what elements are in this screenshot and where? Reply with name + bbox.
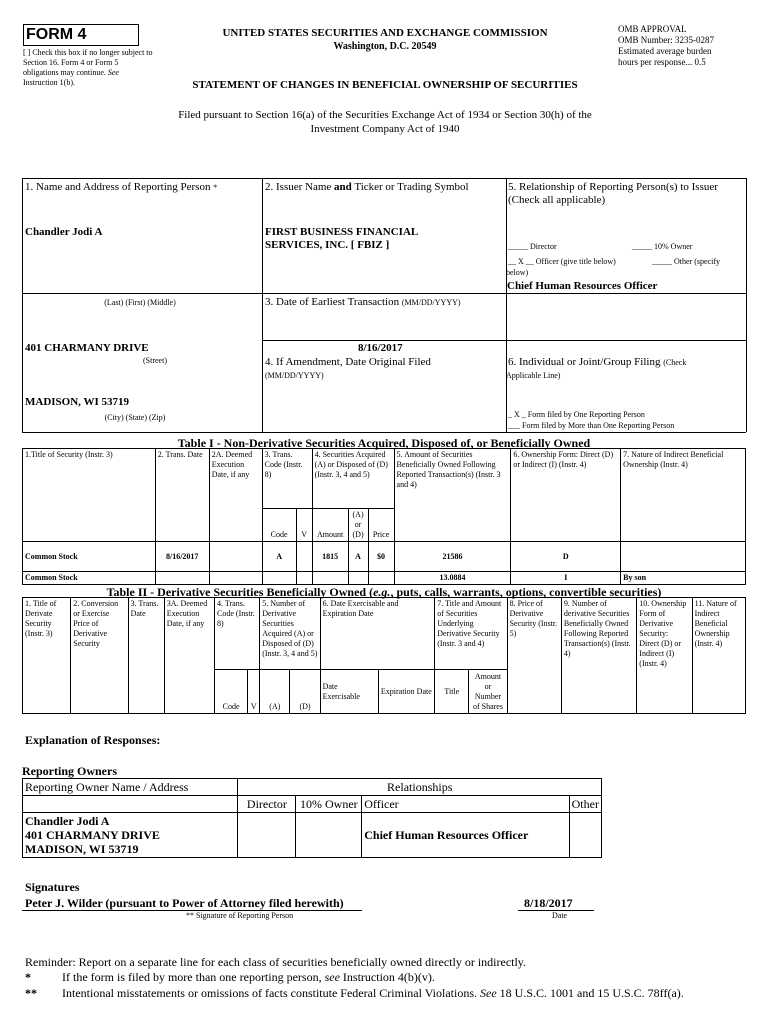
box4-label-small: (MM/DD/YYYY) bbox=[265, 371, 324, 380]
signature-date: 8/18/2017 bbox=[524, 896, 573, 910]
t2-h-deemed: 3A. Deemed Execution Date, if any bbox=[164, 598, 214, 714]
t1-sub-price: Price bbox=[368, 509, 394, 542]
t1-r1-deemed bbox=[209, 572, 262, 585]
t2-h-underlying: 7. Title and Amount of Securities Underlying Derivative Security (Instr. 3 and 4) bbox=[435, 598, 507, 670]
t2-h-code: 4. Trans. Code (Instr. 8) bbox=[215, 598, 260, 670]
table2-title-a: Table II - Derivative Securities Beneficially Owned ( bbox=[106, 585, 374, 599]
footnote-2-a: Intentional misstatements or omissions of facts constitute Federal Criminal Violations. bbox=[62, 986, 477, 1000]
ro-col-name: Reporting Owner Name / Address bbox=[23, 779, 238, 796]
t2-h-date: 3. Trans. Date bbox=[128, 598, 164, 714]
signatures-label: Signatures bbox=[25, 880, 80, 894]
date-caption: Date bbox=[552, 911, 568, 920]
footnote-1-a: If the form is filed by more than one reporting person, bbox=[62, 970, 322, 984]
footnote-star-2: ** bbox=[25, 986, 37, 1000]
t2-sub-d: (D) bbox=[290, 670, 320, 714]
table1-title: Table I - Non-Derivative Securities Acquired, Disposed of, or Beneficially Owned bbox=[177, 436, 591, 450]
issuer-line-1: FIRST BUSINESS FINANCIAL bbox=[265, 226, 419, 238]
ro-blank-cell bbox=[23, 796, 238, 813]
agency-location: Washington, D.C. 20549 bbox=[333, 41, 437, 52]
t2-sub-date-exercisable: Date Exercisable bbox=[320, 670, 378, 714]
see-text: See bbox=[107, 68, 119, 77]
footnote-2-b: 18 U.S.C. 1001 and 15 U.S.C. 78ff(a). bbox=[499, 986, 684, 1000]
t2-h-title: 1. Title of Derivate Security (Instr. 3) bbox=[23, 598, 71, 714]
box1-label-mark: * bbox=[213, 183, 218, 192]
t2-sub-title: Title bbox=[435, 670, 469, 714]
table-row bbox=[23, 542, 746, 572]
ro-col-ten-pct: 10% Owner bbox=[296, 796, 362, 813]
t1-r1-owned: 13.0884 bbox=[394, 572, 511, 585]
box2-label-a: 2. Issuer Name bbox=[265, 181, 332, 193]
reporting-owners-table bbox=[22, 778, 602, 858]
t2-sub-code: Code bbox=[215, 670, 248, 714]
box3-label-text: 3. Date of Earliest Transaction bbox=[265, 296, 400, 308]
footnote-2-see: See bbox=[480, 986, 497, 1000]
t1-sub-code: Code bbox=[262, 509, 296, 542]
reporting-person-name: Chandler Jodi A bbox=[25, 226, 103, 238]
t1-r1-amount bbox=[312, 572, 348, 585]
t1-sub-amount: Amount bbox=[312, 509, 348, 542]
box4-label: 4. If Amendment, Date Original Filed bbox=[265, 356, 431, 368]
ro-owner-name: Chandler Jodi A bbox=[25, 814, 110, 828]
ro-owner-cell bbox=[23, 813, 238, 858]
issuer-line-2: SERVICES, INC. [ FBIZ ] bbox=[265, 239, 390, 251]
issuer-name bbox=[265, 226, 418, 252]
footnote-1 bbox=[62, 970, 742, 984]
ro-owner-street: 401 CHARMANY DRIVE bbox=[25, 828, 160, 842]
box6-option-one: _ X _ Form filed by One Reporting Person bbox=[508, 410, 645, 419]
box6-label-text: 6. Individual or Joint/Group Filing bbox=[508, 356, 661, 368]
city-caption: (City) (State) (Zip) bbox=[104, 413, 166, 422]
t1-r0-price: $0 bbox=[368, 542, 394, 572]
explanation-label: Explanation of Responses: bbox=[25, 733, 161, 747]
omb-approval-box bbox=[618, 24, 758, 68]
t2-h-number: 5. Number of Derivative Securities Acquired (A) or Disposed of (D) (Instr. 3, 4 and 5) bbox=[260, 598, 320, 670]
ro-col-director: Director bbox=[238, 796, 296, 813]
box6-label-check: (Check bbox=[663, 358, 687, 367]
t2-h-price: 8. Price of Derivative Security (Instr. 5) bbox=[507, 598, 561, 714]
t1-r1-code bbox=[262, 572, 296, 585]
table1 bbox=[22, 448, 746, 585]
t1-r0-amount: 1815 bbox=[312, 542, 348, 572]
table-row bbox=[23, 813, 602, 858]
t2-h-owned: 9. Number of derivative Securities Beneficially Owned Following Reported Transaction(s) (Instr. 4) bbox=[561, 598, 636, 714]
reporting-owners-label: Reporting Owners bbox=[22, 764, 117, 778]
box5-label-small: (Check all applicable) bbox=[508, 194, 606, 206]
box2-label-b: Ticker or Trading Symbol bbox=[354, 181, 469, 193]
ro-col-officer: Officer bbox=[362, 796, 569, 813]
footnote-1-see: see bbox=[324, 970, 340, 984]
table2 bbox=[22, 597, 746, 714]
t1-r0-owned: 21586 bbox=[394, 542, 511, 572]
t1-r0-ad: A bbox=[348, 542, 368, 572]
box6-label-small: Applicable Line) bbox=[506, 371, 561, 380]
t1-h-acquired: 4. Securities Acquired (A) or Disposed of (D) (Instr. 3, 4 and 5) bbox=[312, 449, 394, 509]
earliest-transaction-date: 8/16/2017 bbox=[358, 342, 403, 354]
t2-h-conversion: 2. Conversion or Exercise Price of Derivative Security bbox=[71, 598, 128, 714]
name-caption: (Last) (First) (Middle) bbox=[104, 298, 176, 307]
box2-label-and: and bbox=[334, 181, 352, 193]
check-box-text: [ ] Check this box if no longer subject to Section 16. Form 4 or Form 5 obligations may continue. bbox=[23, 48, 153, 77]
reporting-person-street: 401 CHARMANY DRIVE bbox=[25, 342, 149, 354]
t2-h-nature: 11. Nature of Indirect Beneficial Ownership (Instr. 4) bbox=[692, 598, 745, 714]
t1-r1-form: I bbox=[511, 572, 621, 585]
t1-r0-form: D bbox=[511, 542, 621, 572]
signature-caption: ** Signature of Reporting Person bbox=[186, 911, 294, 920]
box5-other-below: below) bbox=[506, 268, 529, 277]
t1-h-deemed: 2A. Deemed Execution Date, if any bbox=[209, 449, 262, 542]
ro-officer-value: Chief Human Resources Officer bbox=[362, 813, 569, 858]
t1-r1-v bbox=[296, 572, 312, 585]
t1-r0-deemed bbox=[209, 542, 262, 572]
reporting-person-city: MADISON, WI 53719 bbox=[25, 396, 130, 408]
t1-r0-date: 8/16/2017 bbox=[155, 542, 209, 572]
t2-sub-v: V bbox=[248, 670, 260, 714]
box3-label bbox=[265, 296, 505, 309]
footnote-1-b: Instruction 4(b)(v). bbox=[342, 970, 435, 984]
t2-sub-amount: Amount or Number of Shares bbox=[469, 670, 507, 714]
statement-title: STATEMENT OF CHANGES IN BENEFICIAL OWNERSHIP OF SECURITIES bbox=[192, 79, 578, 91]
t1-h-title: 1.Title of Security (Instr. 3) bbox=[23, 449, 156, 542]
box6-label bbox=[508, 356, 746, 369]
omb-hours: hours per response... 0.5 bbox=[618, 57, 706, 67]
t1-r1-title: Common Stock bbox=[23, 572, 156, 585]
t2-sub-a: (A) bbox=[260, 670, 290, 714]
ro-owner-city: MADISON, WI 53719 bbox=[25, 842, 139, 856]
t1-r1-date bbox=[155, 572, 209, 585]
box5-label bbox=[508, 181, 748, 207]
ro-other-value bbox=[569, 813, 601, 858]
instruction-text: Instruction 1(b). bbox=[23, 78, 75, 87]
agency-name: UNITED STATES SECURITIES AND EXCHANGE COMMISSION bbox=[222, 27, 548, 39]
box3-label-small: (MM/DD/YYYY) bbox=[401, 298, 461, 307]
t2-sub-expiration: Expiration Date bbox=[378, 670, 434, 714]
t1-r0-title: Common Stock bbox=[23, 542, 156, 572]
form-title: FORM 4 bbox=[23, 24, 139, 46]
table2-title-b: , puts, calls, warrants, options, convertible securities) bbox=[390, 585, 662, 599]
omb-burden: Estimated average burden bbox=[618, 46, 712, 56]
t1-r1-price bbox=[368, 572, 394, 585]
t1-h-date: 2. Trans. Date bbox=[155, 449, 209, 542]
street-caption: (Street) bbox=[143, 356, 167, 365]
t1-sub-ad: (A) or (D) bbox=[348, 509, 368, 542]
t1-h-owned: 5. Amount of Securities Beneficially Owned Following Reported Transaction(s) (Instr. 3 and 4) bbox=[394, 449, 511, 542]
check-box-note bbox=[23, 48, 153, 88]
ro-col-other: Other bbox=[569, 796, 601, 813]
box1-label-text: 1. Name and Address of Reporting Person bbox=[25, 181, 211, 193]
box1-label bbox=[25, 181, 260, 194]
t1-r0-v bbox=[296, 542, 312, 572]
t1-r1-ad bbox=[348, 572, 368, 585]
t1-r0-code: A bbox=[262, 542, 296, 572]
t1-h-code: 3. Trans. Code (Instr. 8) bbox=[262, 449, 312, 509]
box5-director: _____ Director bbox=[508, 242, 557, 251]
table2-title-eg: e.g. bbox=[373, 585, 391, 599]
t1-h-form: 6. Ownership Form: Direct (D) or Indirect (I) (Instr. 4) bbox=[511, 449, 621, 542]
box5-officer: __ X __ Officer (give title below) bbox=[508, 257, 616, 266]
t2-h-form: 10. Ownership Form of Derivative Security: Direct (D) or Indirect (I) (Instr. 4) bbox=[637, 598, 692, 714]
table-row bbox=[23, 572, 746, 585]
ro-ten-pct-value bbox=[296, 813, 362, 858]
officer-title: Chief Human Resources Officer bbox=[507, 280, 658, 292]
t1-h-nature: 7. Nature of Indirect Beneficial Ownership (Instr. 4) bbox=[621, 449, 746, 542]
t1-r1-nature: By son bbox=[621, 572, 746, 585]
box5-other: _____ Other (specify bbox=[652, 257, 720, 266]
ro-col-relationships: Relationships bbox=[238, 779, 602, 796]
reminder-text: Reminder: Report on a separate line for each class of securities beneficially owned directly or indirectly. bbox=[25, 955, 527, 969]
omb-number: OMB Number: 3235-0287 bbox=[618, 35, 714, 45]
t1-r0-nature bbox=[621, 542, 746, 572]
footnote-2 bbox=[62, 986, 752, 1000]
signer-name: Peter J. Wilder (pursuant to Power of Attorney filed herewith) bbox=[25, 896, 344, 910]
t1-sub-v: V bbox=[296, 509, 312, 542]
box2-label bbox=[265, 181, 505, 194]
box6-option-multi: ___ Form filed by More than One Reporting Person bbox=[508, 421, 675, 430]
ro-director-value bbox=[238, 813, 296, 858]
footnote-star-1: * bbox=[25, 970, 31, 984]
box5-ten-pct: _____ 10% Owner bbox=[632, 242, 693, 251]
box5-label-text: 5. Relationship of Reporting Person(s) to Issuer bbox=[508, 181, 718, 193]
filed-pursuant-text: Filed pursuant to Section 16(a) of the Securities Exchange Act of 1934 or Section 30(h) of the Investment Company Act of 1940 bbox=[178, 109, 592, 135]
omb-approval-label: OMB APPROVAL bbox=[618, 24, 687, 34]
t2-h-exercisable: 6. Date Exercisable and Expiration Date bbox=[320, 598, 435, 670]
